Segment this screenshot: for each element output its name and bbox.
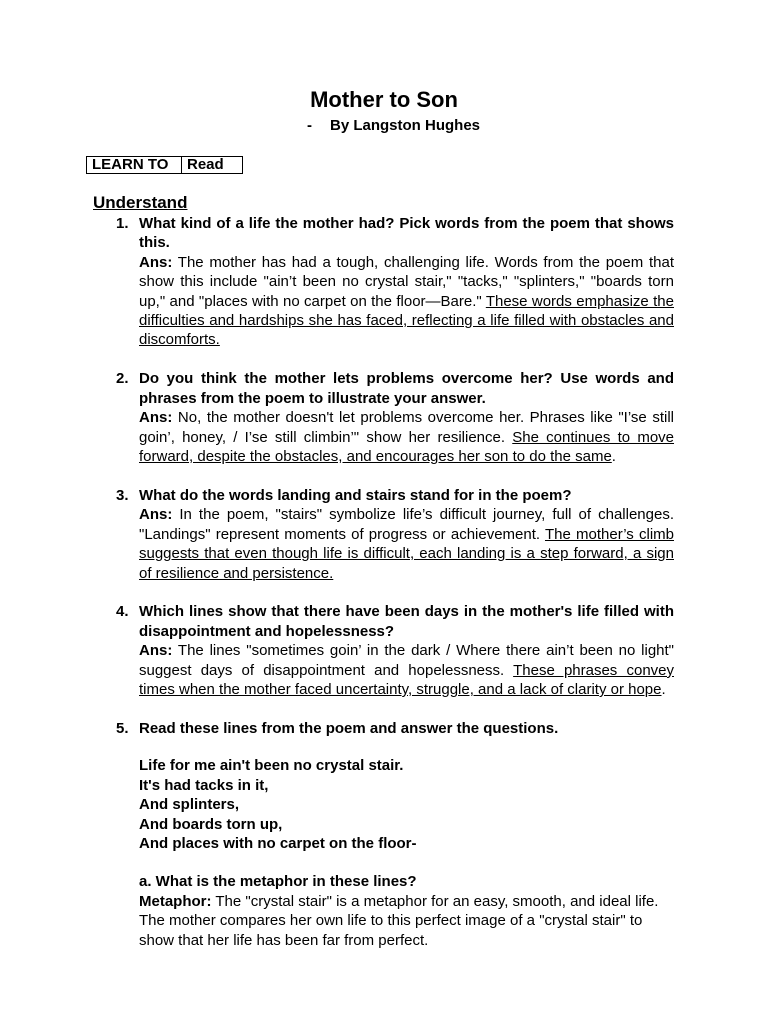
answer-underlined: She continues to move forward, despite the obstacles, and encourages her son to do the same (139, 428, 675, 465)
answer-body: The lines "sometimes goin’ in the dark / Where there ain’t been no light" suggest days of disappointment and hopelessness. (139, 642, 674, 679)
answer-label: Ans: (139, 253, 173, 271)
answer-tail: . (611, 447, 616, 465)
question-item (116, 719, 674, 950)
question-number: 4. (116, 603, 129, 621)
question-list (116, 214, 675, 970)
metaphor-label: Metaphor: (139, 892, 212, 910)
poem-line: And places with no carpet on the floor- (139, 834, 417, 852)
poem-line: Life for me ain't been no crystal stair. (139, 757, 404, 775)
author-byline (307, 116, 480, 135)
answer-text (139, 641, 674, 699)
answer-label: Ans: (139, 506, 173, 524)
poem-excerpt (139, 756, 674, 853)
question-number: 2. (116, 370, 129, 388)
question-text: What kind of a life the mother had? Pick words from the poem that shows this. (139, 215, 674, 252)
question-text: Which lines show that there have been days in the mother's life filled with disappointment and hopelessness? (139, 603, 674, 640)
question-item (116, 486, 674, 583)
section-heading: Understand (93, 193, 188, 212)
answer-underlined: The mother’s climb suggests that even though life is difficult, each landing is a step forward, a sign of resilience and persistence. (139, 525, 674, 582)
answer-body: In the poem, "stairs" symbolize life’s difficult journey, full of challenges. "Landings" represent moments of progress or achievement. (139, 506, 674, 543)
tag-learn-to: LEARN TO (87, 157, 182, 174)
poem-line: It's had tacks in it, (139, 776, 269, 794)
question-item (116, 214, 674, 350)
byline-text: By Langston Hughes (330, 117, 481, 134)
metaphor-text: The "crystal stair" is a metaphor for an easy, smooth, and ideal life. The mother compares her own life to this perfect image of a "crystal stair" to show that her life has been far from perfect. (139, 892, 659, 949)
question-item (116, 369, 675, 466)
tag-read: Read (182, 157, 243, 174)
question-number: 3. (116, 486, 129, 504)
answer-tail: . (661, 681, 666, 699)
question-number: 1. (116, 215, 129, 232)
page-title: Mother to Son (310, 87, 458, 112)
answer-underlined: These words emphasize the difficulties and hardships she has faced, reflecting a life filled with obstacles and discomforts. (139, 292, 674, 349)
answer-text (139, 505, 674, 583)
answer-body: The mother has had a tough, challenging life. Words from the poem that show this include "ain’t been no crystal stair," "tacks," "splinters," "boards torn up," and "places with no carpet on the floor—Bare." (139, 253, 674, 310)
answer-label: Ans: (139, 409, 173, 427)
question-number: 5. (116, 719, 129, 737)
learn-to-tag (86, 156, 243, 174)
answer-label: Ans: (139, 642, 173, 660)
answer-text (139, 253, 674, 350)
question-item (116, 602, 674, 699)
sub-question-a: a. What is the metaphor in these lines? (139, 873, 417, 891)
question-text: Read these lines from the poem and answer the questions. (139, 719, 559, 737)
question-text: Do you think the mother lets problems overcome her? Use words and phrases from the poem to illustrate your answer. (139, 370, 674, 407)
answer-body: No, the mother doesn't let problems overcome her. Phrases like "I’se still goin’, honey, / I’se still climbin’" show her resilience. (139, 409, 674, 446)
answer-underlined: These phrases convey times when the mother faced uncertainty, struggle, and a lack of clarity or hope (139, 661, 674, 699)
poem-line: And boards torn up, (139, 815, 283, 833)
answer-text (139, 408, 674, 466)
question-text: What do the words landing and stairs stand for in the poem? (139, 486, 572, 504)
poem-line: And splinters, (139, 796, 240, 814)
byline-dash: - (307, 117, 312, 134)
metaphor-answer (139, 892, 674, 950)
